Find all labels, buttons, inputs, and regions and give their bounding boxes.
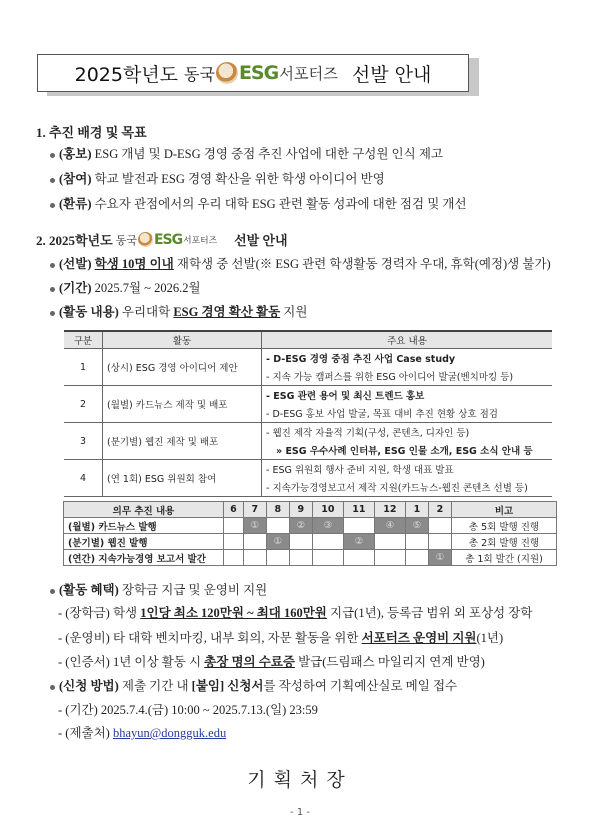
bullet-icon bbox=[50, 311, 55, 316]
schedule-header-row bbox=[64, 502, 557, 518]
col-header-details: 주요 내용 bbox=[262, 331, 553, 349]
item-label: - (기간) bbox=[58, 703, 98, 717]
logo-school: 동국 bbox=[184, 64, 215, 84]
scheduled-cell: ⑤ bbox=[405, 518, 428, 534]
schedule-note: 총 1회 발간 (지원) bbox=[452, 550, 557, 566]
item-label: - (제출처) bbox=[58, 726, 110, 740]
item-text: 총장 명의 수료증 bbox=[204, 655, 295, 669]
activities-table bbox=[64, 330, 552, 497]
logo-school: 동국 bbox=[115, 234, 137, 247]
detail-line: - ESG 위원회 행사 준비 지원, 학생 대표 발표 bbox=[262, 460, 553, 479]
schedule-row bbox=[64, 534, 557, 550]
empty-cell bbox=[374, 550, 405, 566]
item-text: 학생 bbox=[109, 606, 141, 620]
table-row bbox=[64, 386, 552, 405]
col-header-month: 9 bbox=[289, 502, 312, 518]
bullet-icon bbox=[50, 178, 55, 183]
bullet-item bbox=[50, 254, 551, 272]
item-text: 1년 이상 활동 시 bbox=[109, 655, 205, 669]
item-label: - (장학금) bbox=[58, 606, 110, 620]
col-header-month: 7 bbox=[243, 502, 266, 518]
task-name: (분기별) 웹진 발행 bbox=[64, 534, 224, 550]
title-suffix: 선발 안내 bbox=[351, 63, 432, 86]
sub-item bbox=[58, 723, 226, 741]
schedule-note: 총 5회 발행 진행 bbox=[452, 518, 557, 534]
signature: 기획처장 bbox=[247, 769, 353, 791]
schedule-table bbox=[63, 501, 557, 566]
esg-supporters-logo bbox=[184, 62, 338, 85]
item-label: (활동 혜택) bbox=[59, 583, 119, 597]
item-label: - (인증서) bbox=[58, 655, 110, 669]
empty-cell bbox=[224, 518, 244, 534]
row-number: 3 bbox=[64, 423, 103, 460]
bullet-icon bbox=[50, 589, 55, 594]
detail-line: - ESG 관련 용어 및 최신 트렌드 홍보 bbox=[262, 386, 553, 405]
sub-item bbox=[58, 603, 532, 621]
empty-cell bbox=[405, 550, 428, 566]
detail-line: » ESG 우수사례 인터뷰, ESG 인물 소개, ESG 소식 안내 등 bbox=[262, 441, 553, 460]
item-label: (활동 내용) bbox=[59, 305, 119, 319]
item-text: 타 대학 벤치마킹, 내부 회의, 자문 활동을 위한 bbox=[109, 631, 362, 645]
email-link[interactable]: bhayun@dongguk.edu bbox=[112, 726, 227, 740]
item-text: 우리대학 bbox=[118, 305, 174, 319]
activity-name: (월별) 카드뉴스 제작 및 배포 bbox=[103, 386, 262, 423]
col-header-activity: 활동 bbox=[103, 331, 262, 349]
item-text: 지원 bbox=[280, 305, 308, 319]
page-number: - 1 - bbox=[290, 807, 310, 818]
empty-cell bbox=[266, 550, 289, 566]
bullet-icon bbox=[50, 287, 55, 292]
scheduled-cell: ① bbox=[428, 550, 451, 566]
col-header-month: 2 bbox=[428, 502, 451, 518]
item-text: ESG 경영 확산 활동 bbox=[173, 305, 281, 319]
heading-year: 2. 2025학년도 bbox=[36, 233, 113, 248]
empty-cell bbox=[243, 534, 266, 550]
item-text: 1인당 최소 120만원 ~ 최대 160만원 bbox=[140, 606, 327, 620]
bullet-item bbox=[50, 580, 267, 598]
bullet-item bbox=[50, 144, 443, 162]
empty-cell bbox=[428, 534, 451, 550]
sub-item bbox=[58, 700, 318, 718]
activity-name: (상시) ESG 경영 아이디어 제안 bbox=[103, 349, 262, 386]
col-header-month: 1 bbox=[405, 502, 428, 518]
item-text: 지급(1년), 등록금 범위 외 포상성 장학 bbox=[326, 606, 533, 620]
empty-cell bbox=[343, 518, 374, 534]
empty-cell bbox=[428, 518, 451, 534]
item-text: 제출 기간 내 bbox=[118, 679, 192, 693]
empty-cell bbox=[405, 534, 428, 550]
empty-cell bbox=[243, 550, 266, 566]
scheduled-cell: ③ bbox=[312, 518, 343, 534]
empty-cell bbox=[312, 550, 343, 566]
title-year: 2025학년도 bbox=[74, 63, 179, 86]
item-text: 를 작성하여 기획예산실로 메일 접수 bbox=[263, 679, 458, 693]
empty-cell bbox=[266, 518, 289, 534]
sub-item bbox=[58, 628, 503, 646]
detail-line: - D-ESG 홍보 사업 발굴, 목표 대비 추진 현황 상호 점검 bbox=[262, 404, 553, 423]
document-title bbox=[37, 54, 469, 92]
bullet-item bbox=[50, 194, 467, 212]
table-row bbox=[64, 349, 552, 368]
empty-cell bbox=[374, 534, 405, 550]
empty-cell bbox=[343, 550, 374, 566]
empty-cell bbox=[224, 534, 244, 550]
item-text: 장학금 지급 및 운영비 지원 bbox=[118, 583, 268, 597]
activity-name: (분기별) 웹진 제작 및 배포 bbox=[103, 423, 262, 460]
schedule-row bbox=[64, 550, 557, 566]
detail-line: - 지속 가능 캠퍼스를 위한 ESG 아이디어 발굴(벤치마킹 등) bbox=[262, 367, 553, 386]
schedule-row bbox=[64, 518, 557, 534]
item-text: (1년) bbox=[476, 631, 504, 645]
activity-name: (연 1회) ESG 위원회 참여 bbox=[103, 460, 262, 497]
bullet-item bbox=[50, 676, 457, 694]
detail-line: - D-ESG 경영 중점 추진 사업 Case study bbox=[262, 349, 553, 368]
detail-line: - 지속가능경영보고서 제작 지원(카드뉴스-웹진 콘텐츠 선별 등) bbox=[262, 478, 553, 497]
item-text: 학생 10명 이내 bbox=[94, 257, 174, 271]
item-text: 수요자 관점에서의 우리 대학 ESG 관련 활동 성과에 대한 점검 및 개선 bbox=[91, 197, 467, 211]
scheduled-cell: ① bbox=[266, 534, 289, 550]
item-text: 학교 발전과 ESG 경영 확산을 위한 학생 아이디어 반영 bbox=[91, 172, 385, 186]
scheduled-cell: ② bbox=[343, 534, 374, 550]
empty-cell bbox=[224, 550, 244, 566]
item-text: 재학생 중 선발(※ ESG 관련 학생활동 경력자 우대, 휴학(예정)생 불가) bbox=[173, 257, 551, 271]
scheduled-cell: ① bbox=[243, 518, 266, 534]
item-text: 발급(드림패스 마일리지 연계 반영) bbox=[294, 655, 485, 669]
col-header-task: 의무 추진 내용 bbox=[64, 502, 224, 518]
bullet-item bbox=[50, 278, 201, 296]
row-number: 4 bbox=[64, 460, 103, 497]
mascot-icon bbox=[138, 232, 153, 247]
table-row bbox=[64, 423, 552, 442]
col-header-no: 구분 bbox=[64, 331, 103, 349]
section1-heading: 1. 추진 배경 및 목표 bbox=[36, 125, 147, 140]
logo-supporters: 서포터즈 bbox=[183, 235, 218, 245]
esg-supporters-logo-small bbox=[116, 232, 217, 248]
bullet-item bbox=[50, 169, 385, 187]
mascot-icon bbox=[216, 62, 238, 84]
item-label: (환류) bbox=[59, 197, 92, 211]
item-label: (참여) bbox=[59, 172, 92, 186]
logo-supporters: 서포터즈 bbox=[279, 64, 338, 83]
col-header-note: 비고 bbox=[452, 502, 557, 518]
item-label: (선발) bbox=[59, 257, 92, 271]
item-label: (홍보) bbox=[59, 147, 92, 161]
item-text: 서포터즈 운영비 지원 bbox=[361, 631, 477, 645]
task-name: (연간) 지속가능경영 보고서 발간 bbox=[64, 550, 224, 566]
logo-esg: ESG bbox=[153, 231, 183, 248]
bullet-icon bbox=[50, 153, 55, 158]
schedule-note: 총 2회 발행 진행 bbox=[452, 534, 557, 550]
row-number: 2 bbox=[64, 386, 103, 423]
logo-esg: ESG bbox=[238, 62, 279, 84]
scheduled-cell: ② bbox=[289, 518, 312, 534]
bullet-item bbox=[50, 302, 307, 320]
empty-cell bbox=[289, 550, 312, 566]
item-label: (신청 방법) bbox=[59, 679, 119, 693]
table-row bbox=[64, 460, 552, 479]
bullet-icon bbox=[50, 203, 55, 208]
col-header-month: 11 bbox=[343, 502, 374, 518]
task-name: (월별) 카드뉴스 발행 bbox=[64, 518, 224, 534]
item-label: (기간) bbox=[59, 281, 92, 295]
detail-line: - 웹진 제작 자율적 기획(구성, 콘텐츠, 디자인 등) bbox=[262, 423, 553, 442]
bullet-icon bbox=[50, 685, 55, 690]
item-text: [붙임] 신청서 bbox=[191, 679, 264, 693]
item-text: 2025.7.4.(금) 10:00 ~ 2025.7.13.(일) 23:59 bbox=[97, 703, 318, 717]
col-header-month: 6 bbox=[224, 502, 244, 518]
scheduled-cell: ④ bbox=[374, 518, 405, 534]
col-header-month: 10 bbox=[312, 502, 343, 518]
col-header-month: 8 bbox=[266, 502, 289, 518]
bullet-icon bbox=[50, 263, 55, 268]
row-number: 1 bbox=[64, 349, 103, 386]
sub-item bbox=[58, 652, 485, 670]
empty-cell bbox=[289, 534, 312, 550]
col-header-month: 12 bbox=[374, 502, 405, 518]
item-text: 2025.7월 ~ 2026.2월 bbox=[91, 281, 201, 295]
item-text: ESG 개념 및 D-ESG 경영 중점 추진 사업에 대한 구성원 인식 제고 bbox=[91, 147, 443, 161]
empty-cell bbox=[312, 534, 343, 550]
section2-heading bbox=[36, 230, 288, 249]
heading-suffix: 선발 안내 bbox=[234, 233, 288, 248]
item-label: - (운영비) bbox=[58, 631, 110, 645]
